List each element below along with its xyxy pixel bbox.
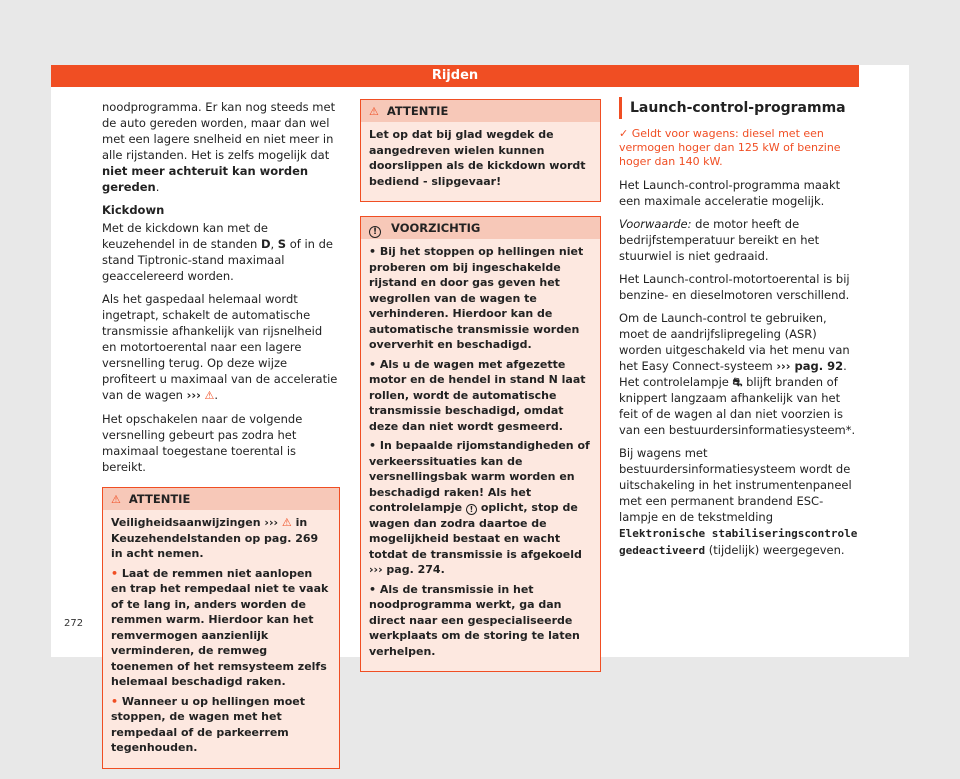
kickdown-heading: Kickdown <box>102 203 165 217</box>
display-message: Elektronische stabiliseringscontrole gedeactiveerd <box>619 527 858 557</box>
attention-box-title: ATTENTIE <box>386 104 449 118</box>
warning-triangle-icon: ⚠ <box>204 389 215 402</box>
column-middle <box>360 99 601 682</box>
column-left <box>102 99 340 779</box>
warning-box-header <box>103 488 339 510</box>
bullet-dot-icon: • <box>111 566 119 580</box>
bullet-dot-icon: • <box>369 357 377 371</box>
attention-text: Let op dat bij glad wegdek de aangedreven wielen kunnen doorslippen als de kickdown wordt bediend - slipgevaar! <box>369 128 586 188</box>
warning-intro: Veiligheidsaanwijzingen ››› ⚠ in Keuzehendelstanden op pag. 269 in acht nemen. <box>111 516 319 560</box>
paragraph-kickdown-function: Als het gaspedaal helemaal wordt ingetrapt, schakelt de automatische transmissie afhankelijk van rijsnelheid en motortoerental naar een lagere versnelling terug. Op deze wijze profiteert u maximaal van de acceleratie van de wagen ››› ⚠. <box>102 292 338 402</box>
caution-box-header <box>361 217 600 239</box>
reference-link-page-92[interactable]: ››› pag. 92 <box>776 359 844 373</box>
caution-bullet: • Bij het stoppen op hellingen niet proberen om bij ingeschakelde rijstand en door gas geven het wegrollen van de wagen te verhinderen. Hierdoor kan de automatische transmissie worden oververhit en beschadigd. <box>369 245 584 351</box>
chapter-header <box>51 65 859 87</box>
warning-triangle-icon: ⚠ <box>111 493 121 506</box>
paragraph-asr: Om de Launch-control te gebruiken, moet de aandrijfslipregeling (ASR) worden uitgeschakeld via het menu van het Easy Connect-systeem ››› pag. 92. Het controlelampje ⛐ blijft branden of knippert langzaam afhankelijk van het feit of de wagen al dan niet voorzien is van een bestuurdersinformatiesysteem*. <box>619 311 856 437</box>
caution-bullet: • In bepaalde rijomstandigheden of verkeerssituaties kan de versnellingsbak warm worden en beschadigd raken! Als het controlelampje ! oplicht, stop de wagen dan zodra daartoe de mogelijkheid bestaat en wacht totdat de transmissie is afgekoeld ››› pag. 274. <box>369 439 590 576</box>
caution-box-body <box>361 239 600 671</box>
warning-box-title: ATTENTIE <box>128 492 191 506</box>
paragraph-upshift: Het opschakelen naar de volgende versnelling gebeurt pas zodra het maximaal toegestane toerental is bereikt. <box>102 412 303 474</box>
warning-box-body <box>103 510 339 768</box>
applicability-note: ✓ Geldt voor wagens: diesel met een vermogen hoger dan 125 kW of benzine hoger dan 140 kW. <box>619 127 841 168</box>
check-icon: ✓ <box>619 127 629 140</box>
attention-box-body <box>361 122 600 201</box>
bullet-dot-icon: • <box>369 245 377 258</box>
bullet-dot-icon: • <box>369 439 377 452</box>
paragraph-rpm: Het Launch-control-motortoerental is bij benzine- en dieselmotoren verschillend. <box>619 272 850 302</box>
warning-bullet: • Laat de remmen niet aanlopen en trap het rempedaal niet te vaak of te lang in, anders worden de remmen warm. Hierdoor kan het remvermogen aanzienlijk verminderen, de remweg toenemen of het remsysteem zelfs helemaal beschadigd raken. <box>111 566 329 688</box>
transmission-warning-icon: ! <box>466 504 477 515</box>
attention-box-slip <box>360 99 601 202</box>
paragraph-kickdown-positions: Met de kickdown kan met de keuzehendel in de standen D, S of in de stand Tiptronic-stand maximaal geaccelereerd worden. <box>102 221 334 283</box>
chapter-title: Rijden <box>431 68 479 83</box>
column-right <box>619 97 860 566</box>
warning-triangle-icon: ⚠ <box>369 105 379 118</box>
paragraph-launch-intro: Het Launch-control-programma maakt een maximale acceleratie mogelijk. <box>619 178 841 208</box>
info-circle-icon: ! <box>369 226 381 238</box>
attention-box-header <box>361 100 600 122</box>
paragraph-driver-info: Bij wagens met bestuurdersinformatiesysteem wordt de uitschakeling in het instrumentenpaneel met een permanent brandend ESC-lampje en de tekstmelding Elektronische stabiliseringscontrole gedeactiveerd (tijdelijk) weergegeven. <box>619 446 858 557</box>
section-title-launch-control: Launch-control-programma <box>619 97 860 119</box>
esc-car-skid-icon: ⛐ <box>732 375 743 389</box>
warning-box-brakes <box>102 487 340 769</box>
reference-link-page-274[interactable]: ››› pag. 274 <box>369 563 441 576</box>
warning-triangle-icon: ⚠ <box>281 516 292 529</box>
page-number: 272 <box>64 618 84 629</box>
paragraph-emergency-program: noodprogramma. Er kan nog steeds met de auto gereden worden, maar dan wel met een lagere snelheid en niet meer in alle rijstanden. Het is zelfs mogelijk dat niet meer achteruit kan worden gereden. <box>102 100 336 194</box>
caution-box-transmission <box>360 216 601 672</box>
paragraph-precondition: Voorwaarde: de motor heeft de bedrijfstemperatuur bereikt en het stuurwiel is niet gedraaid. <box>619 217 820 263</box>
warning-bullet: • Wanneer u op hellingen moet stoppen, de wagen met het rempedaal of de parkeerrem tegenhouden. <box>111 694 305 754</box>
caution-bullet: • Als u de wagen met afgezette motor en de hendel in stand N laat rollen, wordt de automatische transmissie beschadigd, omdat deze dan niet wordt gesmeerd. <box>369 357 586 433</box>
bullet-dot-icon: • <box>111 694 119 708</box>
bullet-dot-icon: • <box>369 582 377 596</box>
reference-link-keuzehendelstanden[interactable]: in Keuzehendelstanden op pag. 269 <box>111 516 319 545</box>
caution-box-title: VOORZICHTIG <box>391 221 481 235</box>
caution-bullet: • Als de transmissie in het noodprogramma werkt, ga dan direct naar een gespecialiseerde werkplaats om de storing te laten verhelpen. <box>369 582 580 658</box>
reference-arrows[interactable]: ››› <box>186 388 201 402</box>
